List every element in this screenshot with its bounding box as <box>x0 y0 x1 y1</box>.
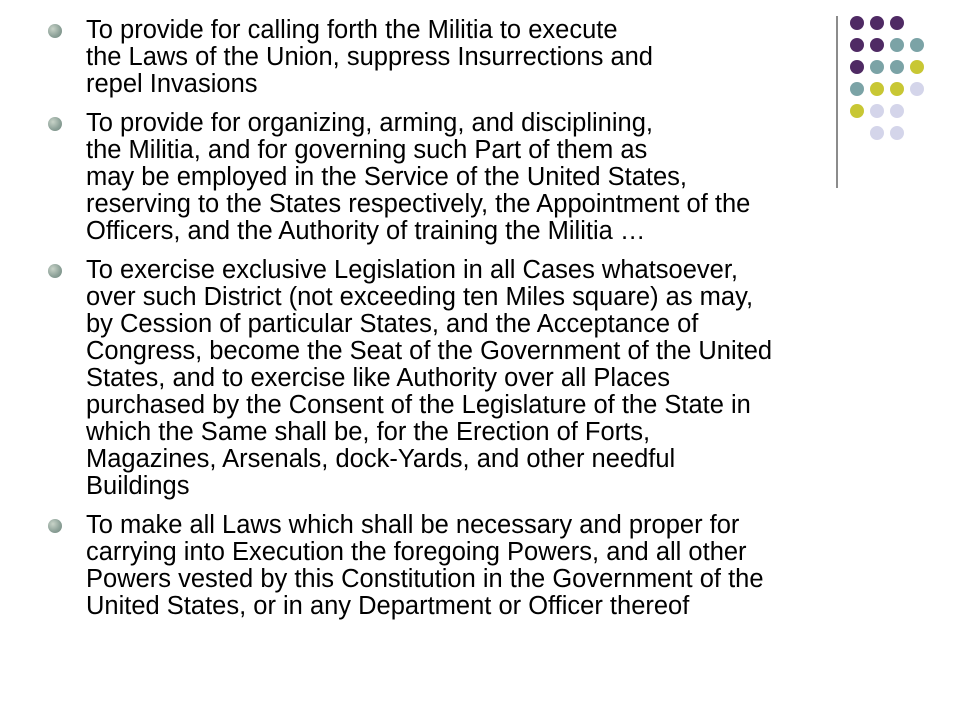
bullet-dot-icon <box>48 24 62 38</box>
bullet-dot-icon <box>48 519 62 533</box>
text-line: Powers vested by this Constitution in the Government of the <box>86 565 764 593</box>
bullet-item <box>42 512 952 620</box>
bullet-item <box>42 257 952 500</box>
text-line: reserving to the States respectively, the Appointment of the <box>86 190 751 218</box>
text-line: To provide for organizing, arming, and disciplining, <box>86 109 653 137</box>
bullet-text <box>86 110 952 245</box>
text-line: To provide for calling forth the Militia to execute <box>86 16 618 44</box>
text-line: To exercise exclusive Legislation in all Cases whatsoever, <box>86 256 738 284</box>
text-line: Officers, and the Authority of training the Militia … <box>86 217 646 245</box>
text-line: the Militia, and for governing such Part of them as <box>86 136 648 164</box>
text-line: which the Same shall be, for the Erection of Forts, <box>86 418 651 446</box>
text-line: over such District (not exceeding ten Miles square) as may, <box>86 283 754 311</box>
bullet-text <box>86 17 952 98</box>
text-line: may be employed in the Service of the United States, <box>86 163 687 191</box>
text-line: United States, or in any Department or Officer thereof <box>86 592 690 620</box>
text-line: by Cession of particular States, and the Acceptance of <box>86 310 699 338</box>
text-line: repel Invasions <box>86 70 258 98</box>
bullet-list <box>42 17 952 632</box>
bullet-text <box>86 512 952 620</box>
bullet-text <box>86 257 952 500</box>
text-line: States, and to exercise like Authority over all Places <box>86 364 670 392</box>
text-line: To make all Laws which shall be necessary and proper for <box>86 511 740 539</box>
text-line: carrying into Execution the foregoing Powers, and all other <box>86 538 747 566</box>
text-line: Congress, become the Seat of the Government of the United <box>86 337 773 365</box>
text-line: the Laws of the Union, suppress Insurrections and <box>86 43 653 71</box>
bullet-item <box>42 17 952 98</box>
bullet-dot-icon <box>48 117 62 131</box>
text-line: Magazines, Arsenals, dock-Yards, and other needful <box>86 445 676 473</box>
text-line: purchased by the Consent of the Legislature of the State in <box>86 391 751 419</box>
text-line: Buildings <box>86 472 190 500</box>
bullet-dot-icon <box>48 264 62 278</box>
bullet-item <box>42 110 952 245</box>
